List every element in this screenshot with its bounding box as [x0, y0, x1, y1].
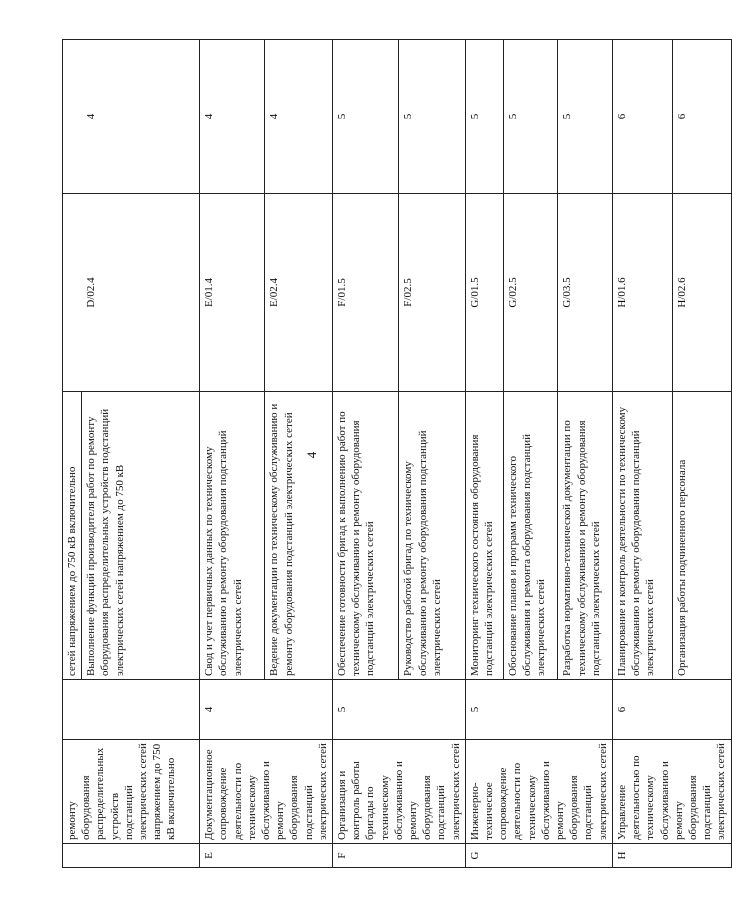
function-level: 4 — [82, 40, 200, 194]
group-name: Документационное сопровождение деятельности по техническому обслуживанию и ремонту оборудования подстанций электрических сетей — [200, 740, 333, 844]
function-level: 4 — [200, 40, 265, 194]
function-code: G/01.5 — [465, 194, 503, 392]
function-code: D/02.4 — [82, 194, 200, 392]
function-code: E/02.4 — [265, 194, 333, 392]
rotated-table — [62, 40, 728, 868]
function-code: F/01.5 — [333, 194, 399, 392]
function-code: H/02.6 — [672, 194, 731, 392]
function-code: G/03.5 — [558, 194, 612, 392]
function-name: Обоснование планов и программ технического обслуживания и ремонта оборудования подстанций электрических сетей — [504, 392, 558, 680]
function-code: E/01.4 — [200, 194, 265, 392]
function-code: G/02.5 — [504, 194, 558, 392]
function-name: Мониторинг технического состояния оборудования подстанций электрических сетей — [465, 392, 503, 680]
function-level: 5 — [333, 40, 399, 194]
function-name: Обеспечение готовности бригад к выполнению работ по техническому обслуживанию и ремонту оборудования подстанций электрических сетей — [333, 392, 399, 680]
function-name: сетей напряжением до 750 кВ включительно — [63, 392, 82, 680]
function-name: Планирование и контроль деятельности по техническому обслуживанию и ремонту оборудования подстанций электрических сетей — [612, 392, 672, 680]
function-name: Разработка нормативно-технической документации по техническому обслуживанию и ремонту оборудования подстанций электрических сетей — [558, 392, 612, 680]
function-code: H/01.6 — [612, 194, 672, 392]
table-row — [200, 40, 265, 868]
group-name: Организация и контроль работы бригады по техническому обслуживанию и ремонту оборудования подстанций электрических сетей — [333, 740, 466, 844]
function-name: Организация работы подчиненного персонала — [672, 392, 731, 680]
table-row — [333, 40, 399, 868]
function-level: 5 — [558, 40, 612, 194]
function-name: Свод и учет первичных данных по техническому обслуживанию и ремонту оборудования подстанций электрических сетей — [200, 392, 265, 680]
group-code — [63, 844, 200, 868]
function-level — [63, 40, 82, 194]
table-row — [465, 40, 503, 868]
group-level: 4 — [200, 680, 333, 740]
group-level: 5 — [465, 680, 612, 740]
page-number: 4 — [304, 451, 319, 459]
function-name: Руководство работой бригад по техническому обслуживанию и ремонту оборудования подстанций электрических сетей — [399, 392, 465, 680]
group-code: H — [612, 844, 731, 868]
group-name: Инженерно-техническое сопровождение деятельности по техническому обслуживанию и ремонту оборудования подстанций электрических сетей — [465, 740, 612, 844]
table-row — [63, 40, 82, 868]
function-level: 6 — [612, 40, 672, 194]
table-container — [62, 40, 728, 868]
function-level: 4 — [265, 40, 333, 194]
function-level: 6 — [672, 40, 731, 194]
function-name: Ведение документации по техническому обслуживанию и ремонту оборудования подстанций электрических сетей — [265, 392, 333, 680]
group-level: 5 — [333, 680, 466, 740]
group-code: F — [333, 844, 466, 868]
group-name: ремонту оборудования распределительных устройств подстанций электрических сетей напряжением до 750 кВ включительно — [63, 740, 200, 844]
function-level: 5 — [504, 40, 558, 194]
functions-table — [62, 39, 732, 868]
group-name: Управление деятельностью по техническому обслуживанию и ремонту оборудования подстанций электрических сетей — [612, 740, 731, 844]
group-level — [63, 680, 200, 740]
table-row — [612, 40, 672, 868]
group-level: 6 — [612, 680, 731, 740]
function-code — [63, 194, 82, 392]
group-code: G — [465, 844, 612, 868]
function-level: 5 — [465, 40, 503, 194]
group-code: E — [200, 844, 333, 868]
function-level: 5 — [399, 40, 465, 194]
function-name: Выполнение функций производителя работ по ремонту оборудования распределительных устройств подстанций электрических сетей напряжением до 750 кВ — [82, 392, 200, 680]
function-code: F/02.5 — [399, 194, 465, 392]
